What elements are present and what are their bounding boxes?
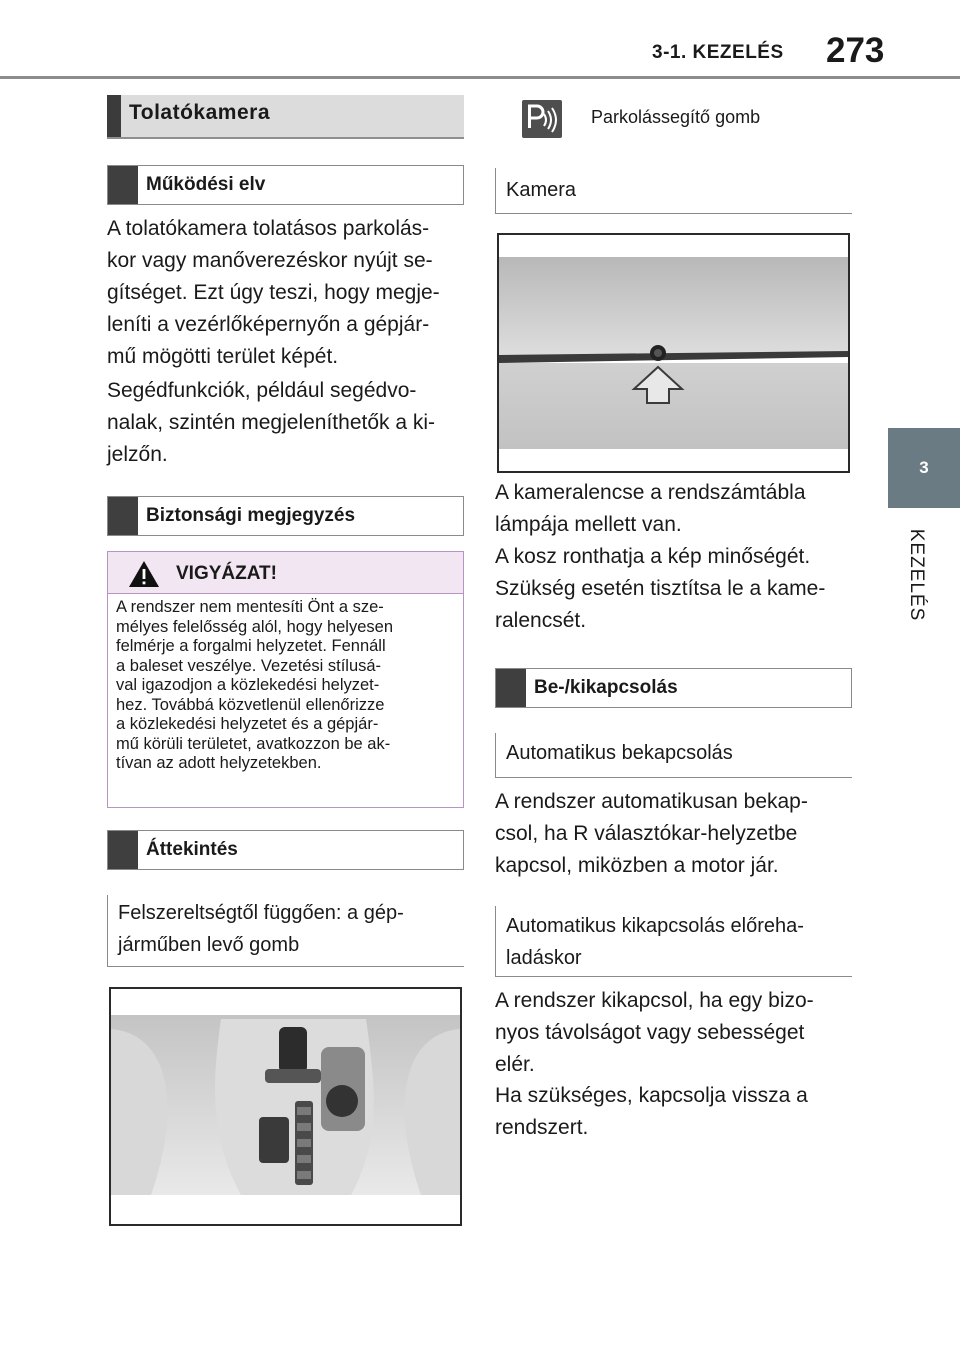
overview-subheading-text: [118, 897, 404, 961]
center-console-photo: [109, 987, 462, 1226]
text-line: csol, ha R választókar-helyzetbe: [495, 822, 798, 845]
auto-on-subheading: [495, 733, 852, 778]
heading-bar: [108, 497, 138, 535]
auto-off-subheading: [495, 906, 852, 977]
text-line: mélyes felelősség alól, hogy helyesen: [116, 617, 393, 636]
working-principle-para-2: [107, 375, 435, 471]
text-line: gítséget. Ezt úgy teszi, hogy megje-: [107, 281, 440, 304]
overview-heading: [107, 830, 464, 870]
auto-on-paragraph: [495, 786, 808, 882]
chapter-label: KEZELÉS: [906, 528, 927, 622]
warning-triangle-icon: [128, 560, 160, 588]
text-line: Segédfunkciók, például segédvo-: [107, 379, 417, 402]
text-line: Felszereltségtől függően: a gép-: [118, 902, 404, 924]
text-line: elér.: [495, 1053, 535, 1076]
text-line: mű mögötti terület képét.: [107, 345, 339, 368]
heading-bar: [108, 831, 138, 869]
rear-camera-photo: [497, 233, 850, 473]
working-principle-title: Működési elv: [146, 174, 266, 195]
text-line: a közlekedési helyzetet és a gépjár-: [116, 715, 379, 733]
text-line: nyos távolságot vagy sebességet: [495, 1021, 805, 1044]
text-line: rendszert.: [495, 1116, 589, 1139]
text-line: A rendszer kikapcsol, ha egy bizo-: [495, 989, 814, 1012]
text-line: kapcsol, miközben a motor jár.: [495, 854, 779, 877]
warning-title: VIGYÁZAT!: [176, 563, 277, 584]
text-line: A kosz ronthatja a kép minőségét.: [495, 545, 811, 568]
section-title: 3-1. KEZELÉS: [652, 42, 784, 63]
on-off-title: Be-/kikapcsolás: [534, 677, 678, 698]
camera-para-2: [495, 541, 825, 637]
text-line: hez. Továbbá közvetlenül ellenőrizze: [116, 695, 385, 714]
heading-bar: [496, 669, 526, 707]
working-principle-para-1: [107, 213, 440, 373]
auto-off-heading: [506, 910, 804, 974]
text-line: Szükség esetén tisztítsa le a kame-: [495, 577, 826, 600]
text-line: felmérje a forgalmi helyzetet. Fennáll: [116, 637, 386, 655]
chapter-tab: 3: [888, 428, 960, 508]
text-line: Ha szükséges, kapcsolja vissza a: [495, 1084, 808, 1107]
main-title: Tolatókamera: [129, 101, 270, 124]
heading-bar: [107, 95, 121, 137]
warning-box: [107, 551, 464, 808]
chapter-label-box: [880, 520, 952, 630]
rear-camera-illustration: [499, 235, 848, 471]
park-assist-label: Parkolássegítő gomb: [591, 107, 761, 127]
center-console-illustration: [111, 989, 460, 1224]
warning-text: [116, 598, 461, 774]
safety-title: Biztonsági megjegyzés: [146, 505, 356, 526]
text-line: leníti a vezérlőképernyőn a gépjár-: [107, 313, 430, 336]
text-line: kor vagy manőverezéskor nyújt se-: [107, 249, 433, 272]
text-line: ladáskor: [506, 947, 582, 969]
text-line: tívan az adott helyzetekben.: [116, 754, 322, 772]
text-line: A rendszer automatikusan bekap-: [495, 790, 808, 813]
text-line: ralencsét.: [495, 609, 587, 632]
page-number: 273: [826, 31, 885, 70]
header-divider: [0, 76, 960, 79]
heading-bar: [108, 166, 138, 204]
text-line: lámpája mellett van.: [495, 513, 682, 536]
text-line: A tolatókamera tolatásos parkolás-: [107, 217, 430, 240]
camera-para-1: [495, 477, 806, 541]
text-line: Automatikus kikapcsolás előreha-: [506, 915, 804, 937]
working-principle-heading: [107, 165, 464, 205]
text-line: járműben levő gomb: [118, 934, 300, 956]
main-title-heading: [107, 95, 464, 139]
text-line: mű körüli területet, avatkozzon be ak-: [116, 734, 391, 753]
camera-subheading: [495, 168, 852, 214]
text-line: nalak, szintén megjeleníthetők a ki-: [107, 411, 436, 434]
text-line: val igazodjon a közlekedési helyzet-: [116, 676, 380, 694]
text-line: a baleset veszélye. Vezetési stílusá-: [116, 656, 382, 675]
warning-header: [108, 552, 463, 594]
auto-on-heading: Automatikus bekapcsolás: [506, 742, 733, 764]
overview-subheading: [107, 895, 464, 967]
text-line: A rendszer nem mentesíti Önt a sze-: [116, 598, 384, 616]
auto-off-para-1: [495, 985, 814, 1081]
camera-heading: Kamera: [506, 179, 577, 201]
auto-off-para-2: [495, 1080, 808, 1144]
park-assist-button-icon: [522, 100, 562, 138]
overview-title: Áttekintés: [146, 839, 238, 860]
safety-heading: [107, 496, 464, 536]
text-line: jelzőn.: [107, 443, 168, 466]
on-off-heading: [495, 668, 852, 708]
text-line: A kameralencse a rendszámtábla: [495, 481, 806, 504]
